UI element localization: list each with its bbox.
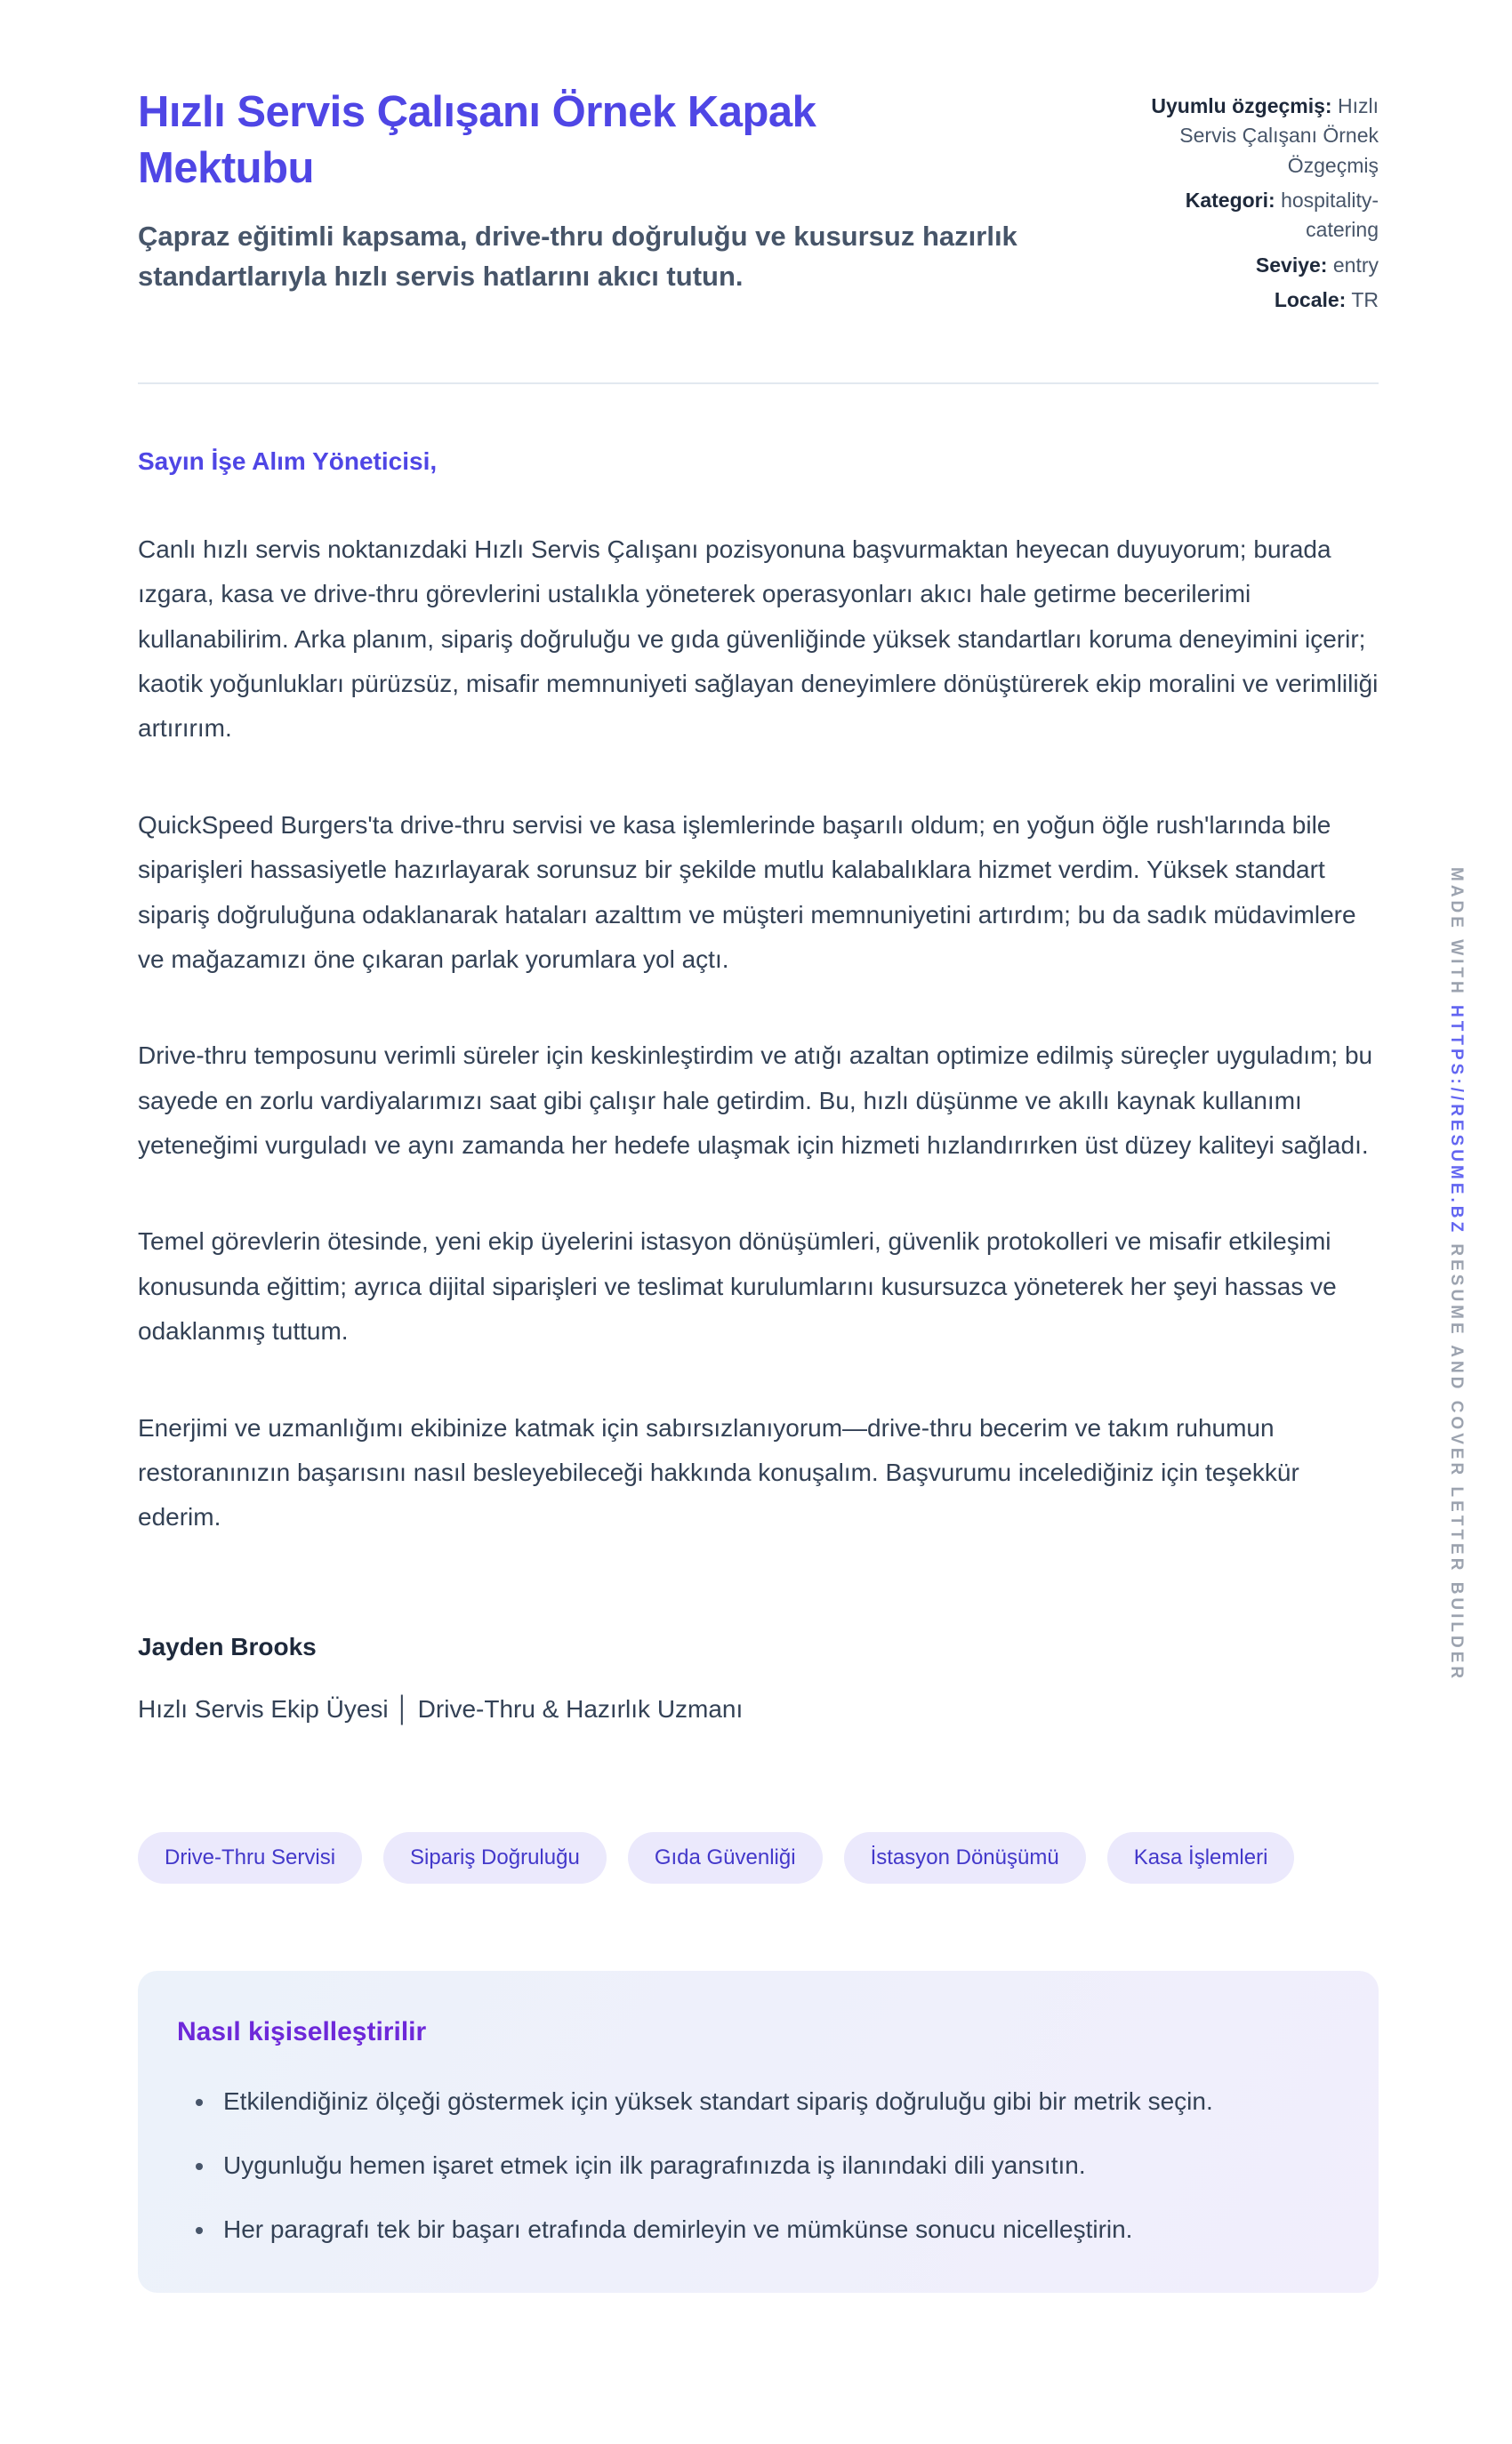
meta-row-locale [1125, 285, 1379, 315]
letter-greeting: Sayın İşe Alım Yöneticisi, [138, 447, 438, 476]
skill-tag: İstasyon Dönüşümü [844, 1832, 1086, 1884]
tip-item: • Uygunluğu hemen işaret etmek için ilk paragrafınızda iş ilanındaki dili yansıtın. [216, 2145, 1280, 2186]
meta-label-category: Kategori: [1185, 189, 1275, 213]
meta-row-matching-resume [1125, 92, 1379, 181]
header [138, 84, 1379, 320]
skill-tag: Gıda Güvenliği [628, 1832, 823, 1884]
letter-paragraph: Canlı hızlı servis noktanızdaki Hızlı Servis Çalışanı pozisyonuna başvurmaktan heyecan duyuyorum; burada ızgara, kasa ve drive-thru görevlerini ustalıkla yöneterek operasyonları akıcı hale getirme becerilerimi kullanabilirim. Arka planım, sipariş doğruluğu ve gıda güvenliğinde yüksek standartları koruma deneyimini içerir; kaotik yoğunlukları pürüzsüz, misafir memnuniyeti sağlayan deneyimlere dönüştürerek ekip moralini ve verimliliği artırırım. [138, 535, 1379, 743]
meta-value-matching-resume: Hızlı Servis Çalışanı Örnek Özgeçmiş [1179, 94, 1379, 177]
watermark-suffix: RESUME AND COVER LETTER BUILDER [1447, 1243, 1466, 1683]
letter-body [138, 439, 1379, 1732]
skill-tag: Drive-Thru Servisi [138, 1832, 362, 1884]
meta-label-matching-resume: Uyumlu özgeçmiş: [1151, 94, 1332, 117]
letter-paragraph: QuickSpeed Burgers'ta drive-thru servisi ve kasa işlemlerinde başarılı oldum; en yoğun öğle rush'larında bile siparişleri hassasiyetle hazırlayarak sorunsuz bir şekilde mutlu kalabalıklara hizmet verdim. Yüksek standart sipariş doğruluğuna odaklanarak hataları azalttım ve müşteri memnuniyetini artırdım; bu da sadık müdavimlere ve mağazamızı öne çıkaran parlak yorumlara yol açtı. [138, 810, 1356, 973]
meta-value-category: hospitality-catering [1281, 189, 1379, 242]
meta-value-locale: TR [1351, 288, 1379, 312]
personalization-title: Nasıl kişiselleştirilir [177, 2016, 427, 2046]
meta-row-level [1125, 251, 1379, 280]
signature-name: Jayden Brooks [138, 1632, 317, 1660]
meta-label-locale: Locale: [1274, 288, 1347, 312]
header-titles [138, 84, 1018, 297]
skill-tags [138, 1832, 1379, 1884]
tip-item: • Her paragrafı tek bir başarı etrafında demirleyin ve mümkünse sonucu nicelleştirin. [216, 2209, 1280, 2250]
meta-row-category [1125, 186, 1379, 245]
letter-paragraph: Enerjimi ve uzmanlığımı ekibinize katmak için sabırsızlanıyorum—drive-thru becerim ve takım ruhumun restoranınızın başarısını nasıl besleyebileceği hakkında konuşalım. Başvurumu incelediğiniz için teşekkür ederim. [138, 1413, 1299, 1532]
signature-block [138, 1625, 1379, 1733]
personalization-card [138, 1971, 1379, 2294]
tip-item: • Etkilendiğiniz ölçeği göstermek için yüksek standart sipariş doğruluğu gibi bir metrik seçin. [216, 2081, 1280, 2122]
letter-paragraph: Drive-thru temposunu verimli süreler için keskinleştirdim ve atığı azaltan optimize edilmiş süreçler uyguladım; bu sayede en zorlu vardiyalarımızı saat gibi çalışır hale getirdim. Bu, hızlı düşünme ve akıllı kaynak kullanımı yeteneğimi vurguladı ve aynı zamanda her hedefe ulaşmak için hizmeti hızlandırırken üst düzey kaliteyi sağladı. [138, 1041, 1373, 1160]
watermark [1446, 867, 1466, 1682]
meta-value-level: entry [1332, 253, 1379, 277]
page-title: Hızlı Servis Çalışanı Örnek Kapak Mektubu [138, 88, 816, 192]
meta-panel [1125, 84, 1379, 320]
divider [138, 382, 1379, 384]
watermark-made-with: MADE WITH [1447, 867, 1466, 997]
page-subtitle: Çapraz eğitimli kapsama, drive-thru doğruluğu ve kusursuz hazırlık standartlarıyla hızlı servis hatlarını akıcı tutun. [138, 221, 1017, 293]
meta-label-level: Seviye: [1255, 253, 1328, 277]
personalization-list [177, 2081, 1280, 2251]
watermark-link[interactable]: HTTPS://RESUME.BZ [1447, 1005, 1466, 1236]
signature-role: Hızlı Servis Ekip Üyesi │ Drive-Thru & Hazırlık Uzmanı [138, 1695, 744, 1724]
letter-paragraph: Temel görevlerin ötesinde, yeni ekip üyelerini istasyon dönüşümleri, güvenlik protokolleri ve misafir etkileşimi konusunda eğittim; ayrıca dijital siparişleri ve teslimat kurulumlarını kusursuzca yöneterek her şeyi hassas ve odaklanmış tuttum. [138, 1227, 1337, 1346]
skill-tag: Sipariş Doğruluğu [383, 1832, 607, 1884]
skill-tag: Kasa İşlemleri [1107, 1832, 1295, 1884]
